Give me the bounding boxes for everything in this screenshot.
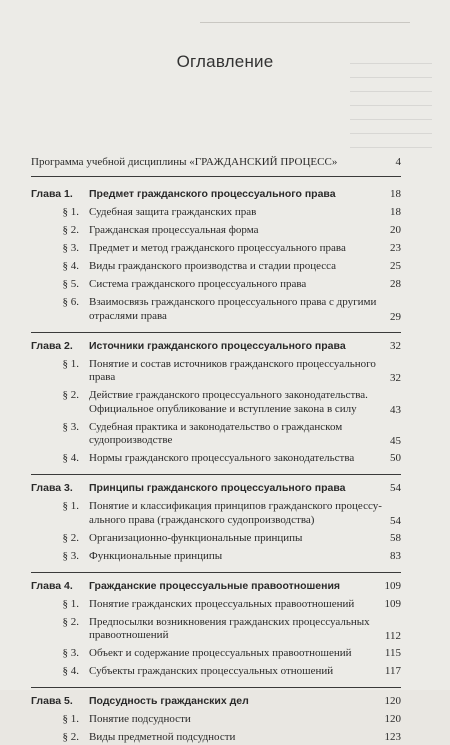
- page-number: 120: [384, 695, 401, 707]
- page-number: 83: [390, 549, 401, 562]
- chapter-number: Глава 1.: [31, 188, 73, 200]
- section-title: права: [89, 371, 116, 383]
- section-title: Понятие и классификация принципов гражданского процессу-: [89, 500, 382, 512]
- page-number: 32: [390, 339, 401, 352]
- chapter-title: Принципы гражданского процессуального права: [89, 482, 346, 494]
- section-number: § 3.: [62, 647, 79, 659]
- section-entry: [31, 550, 401, 564]
- page-number: 54: [390, 514, 401, 527]
- section-entry: [31, 260, 401, 274]
- chapter-entry: [31, 482, 401, 496]
- page-number: 45: [390, 435, 401, 447]
- section-title: Судебная защита гражданских прав: [89, 206, 257, 218]
- page-number: 28: [390, 278, 401, 290]
- section-number: § 1.: [62, 206, 79, 218]
- section-title: Понятие подсудности: [89, 713, 191, 725]
- chapter-number: Глава 5.: [31, 695, 73, 707]
- chapter-entry: [31, 580, 401, 594]
- section-entry: [31, 224, 401, 238]
- page-number: 50: [390, 452, 401, 464]
- page-number: 58: [390, 531, 401, 544]
- page-number: 54: [390, 482, 401, 494]
- chapter-title: Источники гражданского процессуального права: [89, 339, 346, 352]
- page-number: 18: [390, 188, 401, 200]
- section-number: § 1.: [62, 713, 79, 725]
- section-entry: [31, 452, 401, 466]
- page-number: 29: [390, 310, 401, 323]
- section-number: § 4.: [62, 452, 79, 464]
- section-title: Понятие и состав источников гражданского процессуального: [89, 357, 376, 370]
- chapter-title: Предмет гражданского процессуального права: [89, 188, 336, 200]
- section-entry: [31, 278, 401, 292]
- section-entry: [31, 665, 401, 679]
- page-number: 109: [384, 597, 401, 610]
- section-entry: [31, 242, 401, 256]
- section-title: отраслями права: [89, 309, 167, 322]
- chapter-divider: [31, 572, 401, 573]
- section-title: Нормы гражданского процессуального законодательства: [89, 452, 355, 464]
- section-entry: [31, 598, 401, 612]
- section-number: § 2.: [62, 531, 79, 544]
- section-title: Организационно-функциональные принципы: [89, 531, 303, 544]
- chapter-divider: [31, 332, 401, 333]
- section-entry: [31, 713, 401, 727]
- page-number: 120: [384, 713, 401, 725]
- section-title: Официальное опубликование и вступление закона в силу: [89, 402, 357, 415]
- section-entry: [31, 389, 401, 416]
- section-title: Взаимосвязь гражданского процессуального права с другими: [89, 296, 377, 308]
- section-title: Предмет и метод гражданского процессуального права: [89, 242, 346, 254]
- section-number: § 1.: [62, 357, 79, 370]
- section-title: Функциональные принципы: [89, 549, 223, 562]
- page-number: 20: [390, 224, 401, 236]
- section-title: правоотношений: [89, 629, 169, 641]
- section-number: § 4.: [62, 260, 79, 272]
- section-title: Гражданская процессуальная форма: [89, 224, 259, 236]
- page-number: 115: [384, 647, 401, 659]
- page-number: 25: [390, 260, 401, 272]
- section-number: § 2.: [62, 389, 79, 401]
- chapter-number: Глава 2.: [31, 339, 73, 352]
- page-number: 18: [390, 206, 401, 218]
- section-number: § 2.: [62, 224, 79, 236]
- page-number: 32: [390, 372, 401, 384]
- section-entry: [31, 421, 401, 448]
- chapter-title: Подсудность гражданских дел: [89, 695, 249, 707]
- page-number: 117: [384, 665, 401, 677]
- section-title: Субъекты гражданских процессуальных отношений: [89, 665, 334, 677]
- section-entry: [31, 731, 401, 745]
- section-entry: [31, 532, 401, 546]
- section-title: Виды предметной подсудности: [89, 731, 236, 743]
- chapter-entry: [31, 695, 401, 709]
- section-title: Понятие гражданских процессуальных правоотношений: [89, 597, 355, 610]
- section-entry: [31, 647, 401, 661]
- section-number: § 5.: [62, 278, 79, 290]
- section-title: Система гражданского процессуального права: [89, 278, 307, 290]
- chapter-number: Глава 4.: [31, 579, 73, 592]
- section-entry: [31, 206, 401, 220]
- section-entry: [31, 296, 401, 323]
- section-entry: [31, 500, 401, 527]
- page-number: 109: [384, 579, 401, 592]
- running-head-rule: [200, 22, 410, 23]
- section-title: Судебная практика и законодательство о гражданском: [89, 420, 343, 433]
- chapter-divider: [31, 176, 401, 177]
- page-number: 112: [384, 630, 401, 642]
- page-number: 43: [390, 403, 401, 416]
- section-title: Объект и содержание процессуальных правоотношений: [89, 647, 352, 659]
- program-title: Программа учебной дисциплины «ГРАЖДАНСКИЙ ПРОЦЕСС»: [31, 156, 338, 168]
- chapter-entry: [31, 340, 401, 354]
- section-number: § 1.: [62, 597, 79, 610]
- chapter-divider: [31, 474, 401, 475]
- section-number: § 1.: [62, 500, 79, 512]
- chapter-divider: [31, 687, 401, 688]
- page-number: 4: [395, 156, 401, 168]
- section-number: § 3.: [62, 420, 79, 433]
- chapter-number: Глава 3.: [31, 482, 73, 494]
- section-title: Действие гражданского процессуального законодательства.: [89, 389, 368, 401]
- page-number: 23: [390, 242, 401, 254]
- section-number: § 2.: [62, 615, 79, 628]
- toc-row-program: [31, 156, 401, 170]
- section-number: § 3.: [62, 242, 79, 254]
- chapter-entry: [31, 188, 401, 202]
- section-number: § 4.: [62, 665, 79, 677]
- section-title: ального права (гражданского судопроизводства): [89, 513, 315, 526]
- section-number: § 3.: [62, 549, 79, 562]
- section-number: § 2.: [62, 731, 79, 743]
- page-number: 123: [384, 731, 401, 743]
- section-number: § 6.: [62, 296, 79, 308]
- section-entry: [31, 358, 401, 385]
- page-title: Оглавление: [176, 52, 274, 71]
- section-title: судопроизводстве: [89, 434, 173, 446]
- chapter-title: Гражданские процессуальные правоотношения: [89, 579, 341, 592]
- section-title: Предпосылки возникновения гражданских процессуальных: [89, 615, 370, 628]
- section-title: Виды гражданского производства и стадии процесса: [89, 260, 337, 272]
- section-entry: [31, 616, 401, 643]
